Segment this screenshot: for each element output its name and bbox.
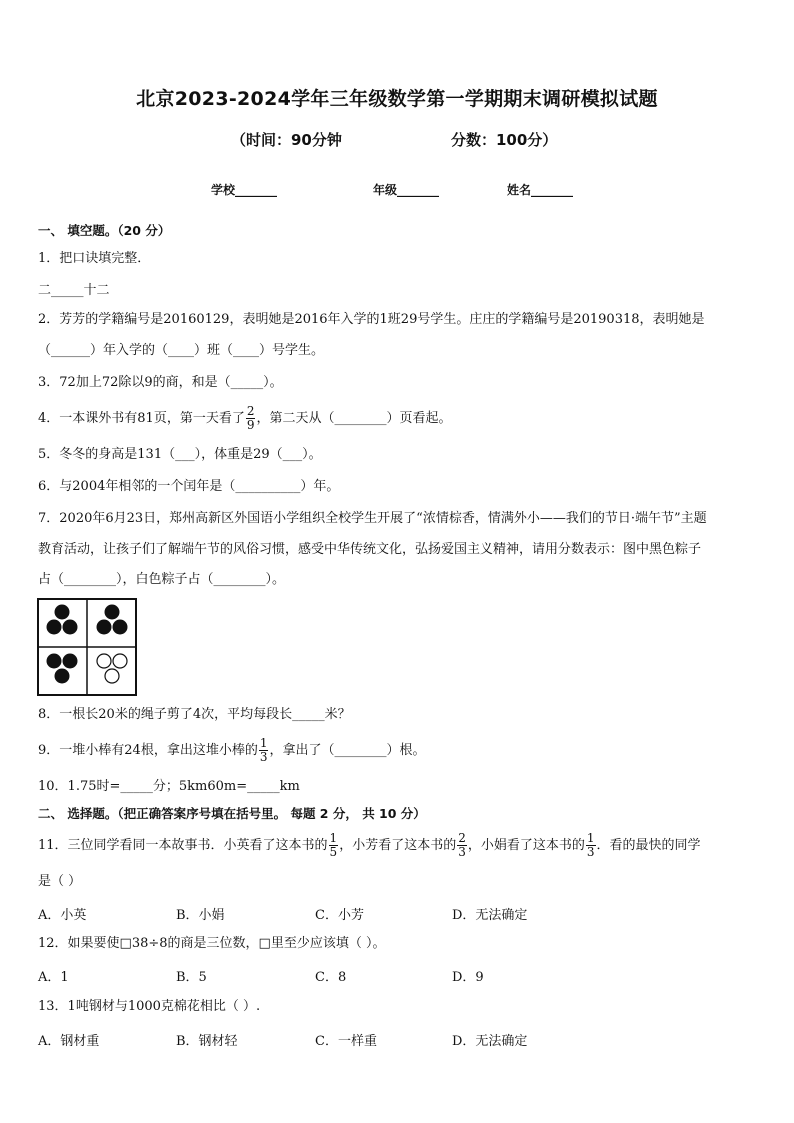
cell-bottom-left	[47, 654, 78, 684]
black-zongzi-dot	[63, 620, 78, 635]
question-8: 8．一根长20米的绳子剪了4次，平均每段长_____米？	[38, 707, 351, 722]
denominator: 3	[259, 750, 268, 764]
question-11-text: ，小芳看了这本书的	[339, 838, 457, 853]
question-11-text: ．看的最快的同学	[596, 838, 701, 853]
numerator: 1	[259, 736, 268, 750]
question-7-line1: 7．2020年6月23日，郑州高新区外国语小学组织全校学生开展了“浓情棕香，情满外小——我们的节日·端午节”主题	[38, 511, 707, 526]
cell-top-left	[47, 605, 78, 635]
question-9	[38, 736, 425, 766]
option-a[interactable]: A．钢材重	[38, 1034, 100, 1049]
numerator: 1	[586, 831, 595, 845]
question-4-text-end: ，第二天从（________）页看起。	[256, 411, 452, 426]
option-b[interactable]: B．小娟	[176, 908, 225, 923]
school-field[interactable]: 学校_______	[211, 183, 278, 197]
white-zongzi-dot	[113, 654, 127, 668]
numerator: 2	[458, 831, 466, 845]
fraction	[586, 832, 596, 859]
question-11-line2: 是（ ）	[38, 874, 82, 889]
question-7-line2: 教育活动，让孩子们了解端午节的风俗习惯，感受中华传统文化，弘扬爱国主义精神，请用分数表示：图中黑色粽子	[38, 542, 702, 557]
question-1: 1．把口诀填完整．	[38, 251, 151, 266]
question-13: 13．1吨钢材与1000克棉花相比（ ）.	[38, 999, 261, 1014]
question-12: 12．如果要使□38÷8的商是三位数，□里至少应该填（ ）。	[38, 936, 386, 951]
name-field[interactable]: 姓名_______	[507, 183, 574, 197]
option-d[interactable]: D．无法确定	[452, 1034, 528, 1049]
question-6: 6．与2004年相邻的一个闰年是（__________）年。	[38, 479, 340, 494]
denominator: 5	[329, 845, 338, 859]
black-zongzi-dot	[63, 654, 78, 669]
question-9-text: 9．一堆小棒有24根，拿出这堆小棒的	[38, 743, 258, 758]
time-label: （时间：90分钟	[231, 131, 342, 149]
fraction	[457, 832, 467, 859]
cell-top-right	[97, 605, 128, 635]
page-title: 北京2023-2024学年三年级数学第一学期期末调研模拟试题	[136, 88, 658, 110]
question-11-text: ，小娟看了这本书的	[467, 838, 585, 853]
option-c[interactable]: C．一样重	[315, 1034, 377, 1049]
question-4	[38, 404, 451, 434]
question-4-text: 4．一本课外书有81页，第一天看了	[38, 411, 245, 426]
question-7-line3: 占（________），白色粽子占（________）。	[38, 572, 286, 587]
fraction	[246, 405, 256, 432]
score-label: 分数：100分）	[451, 131, 558, 149]
denominator: 3	[458, 845, 466, 859]
option-a[interactable]: A．小英	[38, 908, 87, 923]
grade-field[interactable]: 年级_______	[373, 183, 440, 197]
question-10: 10．1.75时=_____分；5km60m=_____km	[38, 779, 300, 794]
black-zongzi-dot	[55, 669, 70, 684]
option-d[interactable]: D．无法确定	[452, 908, 528, 923]
denominator: 9	[246, 418, 255, 432]
question-5: 5．冬冬的身高是131（___），体重是29（___）。	[38, 447, 322, 462]
fraction	[259, 737, 269, 764]
black-zongzi-dot	[55, 605, 70, 620]
black-zongzi-dot	[105, 605, 120, 620]
cell-bottom-right	[97, 654, 127, 683]
black-zongzi-dot	[47, 620, 62, 635]
question-11	[38, 830, 701, 862]
option-d[interactable]: D．9	[452, 970, 484, 985]
question-2-line1: 2．芳芳的学籍编号是20160129，表明她是2016年入学的1班29号学生。庄庄的学籍编号是20190318，表明她是	[38, 312, 705, 327]
question-11-text: 11．三位同学看同一本故事书．小英看了这本书的	[38, 838, 328, 853]
fraction	[329, 832, 339, 859]
question-9-text-end: ，拿出了（________）根。	[269, 743, 426, 758]
section-heading-choice: 二、 选择题。（把正确答案序号填在括号里。 每题 2 分， 共 10 分）	[38, 806, 426, 821]
option-b[interactable]: B．5	[176, 970, 207, 985]
white-zongzi-dot	[105, 669, 119, 683]
black-zongzi-dot	[47, 654, 62, 669]
black-zongzi-dot	[113, 620, 128, 635]
denominator: 3	[586, 845, 595, 859]
option-b[interactable]: B．钢材轻	[176, 1034, 238, 1049]
question-3: 3．72加上72除以9的商，和是（_____）。	[38, 375, 283, 390]
option-c[interactable]: C．8	[315, 970, 347, 985]
numerator: 1	[329, 831, 338, 845]
numerator: 2	[246, 404, 255, 418]
black-zongzi-dot	[97, 620, 112, 635]
question-2-line2: （______）年入学的（____）班（____）号学生。	[38, 343, 325, 358]
question-1-blank: 二_____十二	[38, 283, 110, 298]
option-a[interactable]: A．1	[38, 970, 69, 985]
section-heading-fill: 一、 填空题。（20 分）	[38, 223, 171, 238]
zongzi-figure	[37, 598, 137, 696]
option-c[interactable]: C．小芳	[315, 908, 364, 923]
white-zongzi-dot	[97, 654, 111, 668]
